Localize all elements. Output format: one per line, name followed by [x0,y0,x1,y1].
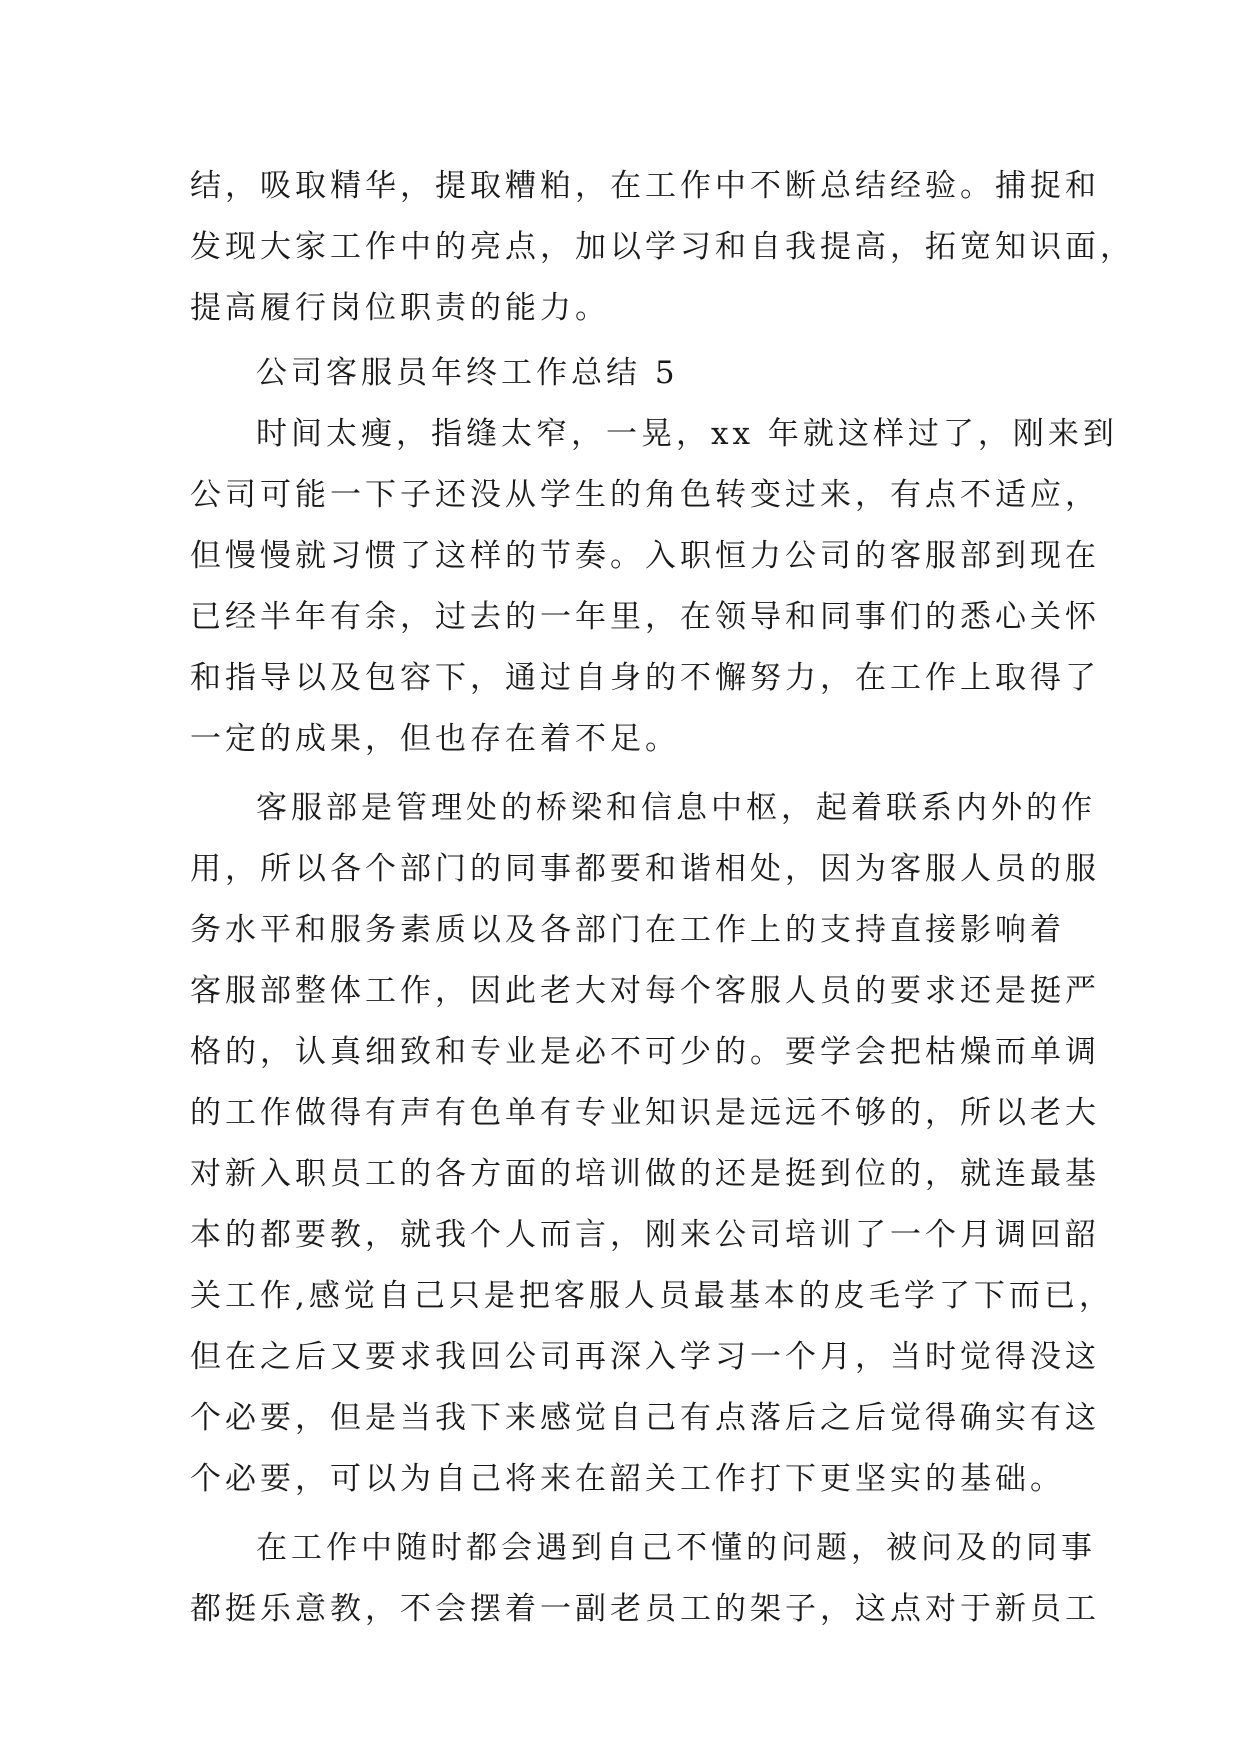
intro-paragraph [190,156,1135,339]
section-title: 公司客服员年终工作总结 5 [256,355,679,391]
paragraph-line: 本的都要教，就我个人而言，刚来公司培训了一个月调回韶 [190,1217,1100,1253]
paragraph-line: 但慢慢就习惯了这样的节奏。入职恒力公司的客服部到现在 [190,538,1100,574]
paragraph-3 [190,1518,1100,1640]
paragraph-line: 客服部是管理处的桥梁和信息中枢，起着联系内外的作 [256,790,1096,826]
paragraph-line: 格的，认真细致和专业是必不可少的。要学会把枯燥而单调 [190,1034,1100,1070]
paragraph-line: 个必要，可以为自己将来在韶关工作打下更坚实的基础。 [190,1461,1065,1497]
paragraph-line: 务水平和服务素质以及各部门在工作上的支持直接影响着 [190,912,1065,948]
paragraph-line: 的工作做得有声有色单有专业知识是远远不够的，所以老大 [190,1095,1100,1131]
paragraph-line: 和指导以及包容下，通过自身的不懈努力，在工作上取得了 [190,660,1100,696]
paragraph-line: 关工作,感觉自己只是把客服人员最基本的皮毛学了下而已， [190,1278,1114,1314]
paragraph-line: 时间太瘦，指缝太窄，一晃，xx 年就这样过了，刚来到 [256,416,1118,452]
paragraph-spacer [190,1510,1070,1518]
paragraph-spacer [190,770,1070,778]
paragraph-line: 公司可能一下子还没从学生的角色转变过来，有点不适应， [190,477,1100,513]
paragraph-line: 用，所以各个部门的同事都要和谐相处，因为客服人员的服 [190,851,1100,887]
paragraph-line: 但在之后又要求我回公司再深入学习一个月，当时觉得没这 [190,1339,1100,1375]
paragraph-line: 一定的成果，但也存在着不足。 [190,721,680,757]
document-body [190,156,1135,1640]
paragraph-line: 对新入职员工的各方面的培训做的还是挺到位的，就连最基 [190,1156,1100,1192]
paragraph-line: 客服部整体工作，因此老大对每个客服人员的要求还是挺严 [190,973,1100,1009]
paragraph-line: 发现大家工作中的亮点，加以学习和自我提高，拓宽知识面， [190,229,1135,265]
paragraph-1 [190,404,1118,770]
paragraph-line: 都挺乐意教，不会摆着一副老员工的架子，这点对于新员工 [190,1591,1100,1627]
paragraph-line: 结，吸取精华，提取糟粕，在工作中不断总结经验。捕捉和 [190,168,1100,204]
paragraph-2 [190,778,1114,1510]
paragraph-line: 提高履行岗位职责的能力。 [190,290,610,326]
paragraph-line: 个必要，但是当我下来感觉自己有点落后之后觉得确实有这 [190,1400,1100,1436]
paragraph-line: 在工作中随时都会遇到自己不懂的问题，被问及的同事 [256,1530,1096,1566]
paragraph-line: 已经半年有余，过去的一年里，在领导和同事们的悉心关怀 [190,599,1100,635]
